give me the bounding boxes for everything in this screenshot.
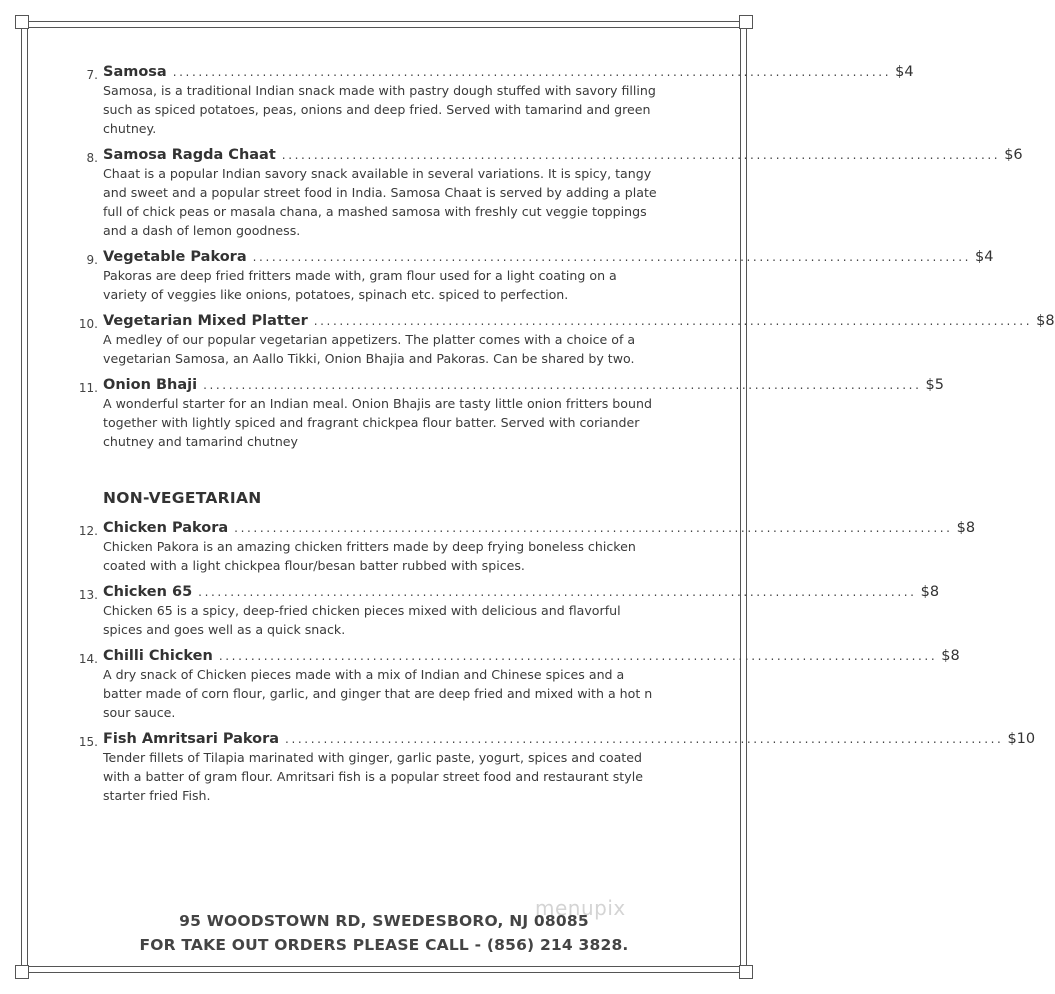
menu-item <box>78 313 1055 368</box>
dot-leader: ................................................................................................................ <box>313 314 1033 328</box>
item-description: Samosa, is a traditional Indian snack made with pastry dough stuffed with savory filling such as spiced potatoes, peas, onions and deep fried. Served with tamarind and green chutney. <box>103 83 656 136</box>
item-description: Chicken 65 is a spicy, deep-fried chicken pieces mixed with delicious and flavorful spices and goes well as a quick snack. <box>103 603 621 637</box>
dot-leader: ................................................................................................................ <box>218 649 938 663</box>
item-price: $8 <box>1036 313 1055 329</box>
item-header <box>103 584 940 600</box>
item-name: Samosa <box>103 64 167 80</box>
item-name: Vegetarian Mixed Platter <box>103 313 308 329</box>
item-description: Chicken Pakora is an amazing chicken fritters made by deep frying boneless chicken coated with a light chickpea flour/besan batter rubbed with spices. <box>103 539 636 573</box>
item-description: A wonderful starter for an Indian meal. Onion Bhajis are tasty little onion fritters bound together with lightly spiced and fragrant chickpea flour batter. Served with coriander chutney and tamarind chutney <box>103 396 652 449</box>
item-description: A medley of our popular vegetarian appetizers. The platter comes with a choice of a vegetarian Samosa, an Aallo Tikki, Onion Bhajia and Pakoras. Can be shared by two. <box>103 332 636 366</box>
menu-item <box>78 648 960 722</box>
item-description: Pakoras are deep fried fritters made with, gram flour used for a light coating on a variety of veggies like onions, potatoes, spinach etc. spiced to perfection. <box>103 268 617 302</box>
dot-leader: ................................................................................................................ <box>285 732 1004 746</box>
item-number: 11. <box>78 381 98 395</box>
item-name: Fish Amritsari Pakora <box>103 731 280 747</box>
item-header <box>103 648 960 664</box>
item-price: $8 <box>920 584 940 600</box>
footer <box>30 909 738 957</box>
item-header <box>103 249 994 265</box>
item-price: $4 <box>895 64 914 80</box>
item-price: $8 <box>941 648 960 664</box>
menu-item <box>78 584 940 639</box>
item-name: Vegetable Pakora <box>103 249 247 265</box>
item-name: Chicken 65 <box>103 584 193 600</box>
item-price: $10 <box>1007 731 1036 747</box>
item-header <box>103 731 1036 747</box>
item-name: Chilli Chicken <box>103 648 213 664</box>
item-price: $8 <box>956 520 976 536</box>
corner-ornament-top-left <box>15 15 29 29</box>
watermark: menupix <box>535 896 626 920</box>
menu-item <box>78 731 1036 805</box>
dot-leader: ................................................................................................................ <box>234 521 953 535</box>
item-number: 9. <box>86 253 98 267</box>
corner-ornament-bottom-left <box>15 965 29 979</box>
item-name: Samosa Ragda Chaat <box>103 147 276 163</box>
item-header <box>103 520 976 536</box>
item-name: Onion Bhaji <box>103 377 198 393</box>
item-number: 7. <box>86 68 98 82</box>
item-header <box>103 377 944 393</box>
item-number: 10. <box>78 317 98 331</box>
menu-item <box>86 249 994 304</box>
dot-leader: ................................................................................................................ <box>252 250 972 264</box>
item-name: Chicken Pakora <box>103 520 229 536</box>
item-number: 13. <box>78 588 98 602</box>
item-number: 15. <box>78 735 98 749</box>
item-description: Chaat is a popular Indian savory snack available in several variations. It is spicy, tangy and sweet and a popular street food in India. Samosa Chaat is served by adding a plate full of chick peas or masala chana, a mashed samosa with freshly cut veggie toppings and a dash of lemon goodness. <box>103 166 657 238</box>
dot-leader: ................................................................................................................ <box>281 148 1001 162</box>
menu-item <box>86 64 914 138</box>
menu-list <box>78 64 1055 814</box>
item-header <box>103 313 1055 329</box>
corner-ornament-bottom-right <box>739 965 753 979</box>
item-header <box>103 64 914 80</box>
section-heading-non-vegetarian: NON-VEGETARIAN <box>103 489 262 507</box>
item-number: 14. <box>78 652 98 666</box>
item-price: $4 <box>975 249 994 265</box>
corner-ornament-top-right <box>739 15 753 29</box>
dot-leader: ................................................................................................................ <box>203 378 922 392</box>
footer-address: 95 WOODSTOWN RD, SWEDESBORO, NJ 08085 <box>179 912 589 930</box>
item-number: 8. <box>86 151 98 165</box>
dot-leader: ................................................................................................................ <box>172 65 892 79</box>
item-price: $5 <box>925 377 944 393</box>
item-description: A dry snack of Chicken pieces made with a mix of Indian and Chinese spices and a batter made of corn flour, garlic, and ginger that are deep fried and mixed with a hot n sour sauce. <box>103 667 653 720</box>
footer-phone: FOR TAKE OUT ORDERS PLEASE CALL - (856) 214 3828. <box>139 936 629 954</box>
item-description: Tender fillets of Tilapia marinated with ginger, garlic paste, yogurt, spices and coated with a batter of gram flour. Amritsari fish is a popular street food and restaurant style starter fried Fish. <box>103 750 643 803</box>
item-header <box>103 147 1023 163</box>
item-price: $6 <box>1004 147 1023 163</box>
menu-item <box>78 520 976 575</box>
item-number: 12. <box>78 524 98 538</box>
menu-item <box>78 377 944 451</box>
dot-leader: ................................................................................................................ <box>198 585 917 599</box>
menu-item <box>86 147 1023 240</box>
